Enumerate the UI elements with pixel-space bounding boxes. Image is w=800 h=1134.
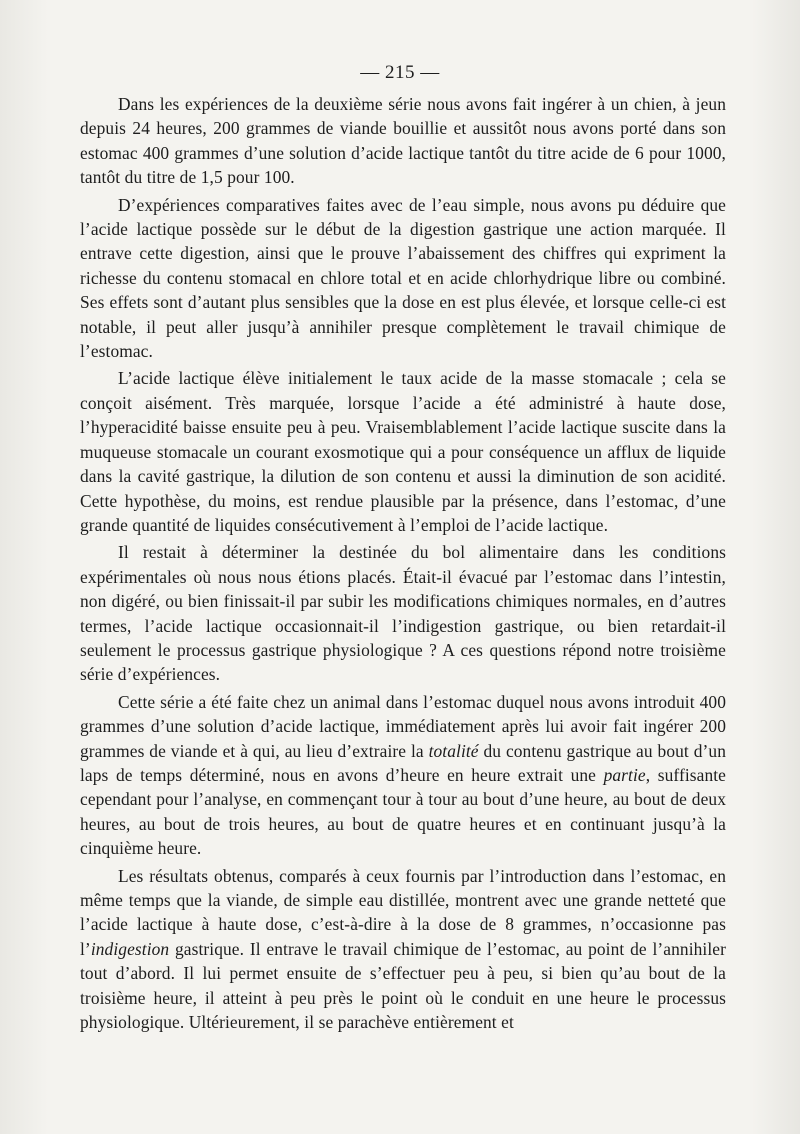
paragraph-3 — [80, 366, 726, 537]
paragraph-text: Dans les expériences de la deuxième série nous avons fait ingérer à un chien, à jeun depuis 24 heures, 200 grammes de viande bouillie et aussitôt nous avons porté dans son estomac 400 grammes d’une solution d’acide lactique tantôt du titre acide de 6 pour 1000, tantôt du titre de 1,5 pour 100. — [80, 94, 726, 188]
italic-term: partie — [603, 764, 646, 785]
paragraph-text: Les résultats obtenus, comparés à ceux fournis par l’introduction dans l’estomac, en même temps que la viande, de simple eau distillée, montrent avec une grande netteté que l’acide lactique à haute dose, c’est-à-dire à la dose de 8 grammes, n’occasionne pas l’ — [80, 865, 726, 959]
paragraph-2 — [80, 193, 726, 364]
paragraph-text: , suffisante cependant pour l’analyse, en commençant tour à tour au bout d’une heure, au bout de deux heures, au bout de trois heures, au bout de quatre heures et en continuant jusqu’à la cinquième heure. — [80, 764, 726, 859]
paragraph-text: Il restait à déterminer la destinée du bol alimentaire dans les conditions expérimentales où nous nous étions placés. Était-il évacué par l’estomac dans l’intestin, non digéré, ou bien finissait-il par subir les modifications chimiques normales, en d’autres termes, l’acide lactique occasionnait-il l’indigestion gastrique, ou bien retardait-il seulement le processus gastrique physiologique ? A ces questions répond notre troisième série d’expériences. — [80, 542, 726, 685]
paragraph-text: Cette série a été faite chez un animal dans l’estomac duquel nous avons introduit 400 grammes d’une solution d’acide lactique, immédiatement après lui avoir fait ingérer 200 grammes de viande et à qui, au lieu d’extraire la — [80, 691, 726, 761]
paragraph-text: gastrique. Il entrave le travail chimique de l’estomac, au point de l’annihiler tout d’abord. Il lui permet ensuite de s’effectuer peu à peu, si bien qu’au bout de la troisième heure, il atteint à peu près le point où le conduit en une heure le processus physiologique. Ultérieurement, il se parachève entièrement et — [80, 938, 726, 1033]
paragraph-5 — [80, 690, 726, 861]
paragraph-6 — [80, 864, 726, 1035]
paragraph-text: du contenu gastrique au bout d’un laps de temps déterminé, nous en avons d’heure en heure extrait une — [80, 740, 726, 785]
paragraph-text: D’expériences comparatives faites avec de l’eau simple, nous avons pu déduire que l’acide lactique possède sur le début de la digestion gastrique une action marquée. Il entrave cette digestion, ainsi que le prouve l’abaissement des chiffres qui expriment la richesse du contenu stomacal en chlore total et en acide chlorhydrique libre ou combiné. Ses effets sont d’autant plus sensibles que la dose en est plus élevée, et lorsque celle-ci est notable, il peut aller jusqu’à annihiler presque complètement le travail chimique de l’estomac. — [80, 194, 726, 362]
italic-term: totalité — [428, 740, 479, 761]
paragraph-text: L’acide lactique élève initialement le taux acide de la masse stomacale ; cela se conçoit aisément. Très marquée, lorsque l’acide a été administré à haute dose, l’hyperacidité baisse ensuite peu à peu. Vraisemblablement l’acide lactique suscite dans la muqueuse stomacale un courant exosmotique qui a pour conséquence un afflux de liquide dans la cavité gastrique, la dilution de son contenu et aussi la diminution de son acidité. Cette hypothèse, du moins, est rendue plausible par la présence, dans l’estomac, d’une grande quantité de liquides consécutivement à l’emploi de l’acide lactique. — [80, 368, 726, 535]
paragraph-4 — [80, 540, 726, 686]
italic-term: indigestion — [90, 938, 170, 959]
page-number: — 215 — — [360, 62, 440, 83]
body-text — [80, 92, 726, 1034]
paragraph-1 — [80, 92, 726, 190]
